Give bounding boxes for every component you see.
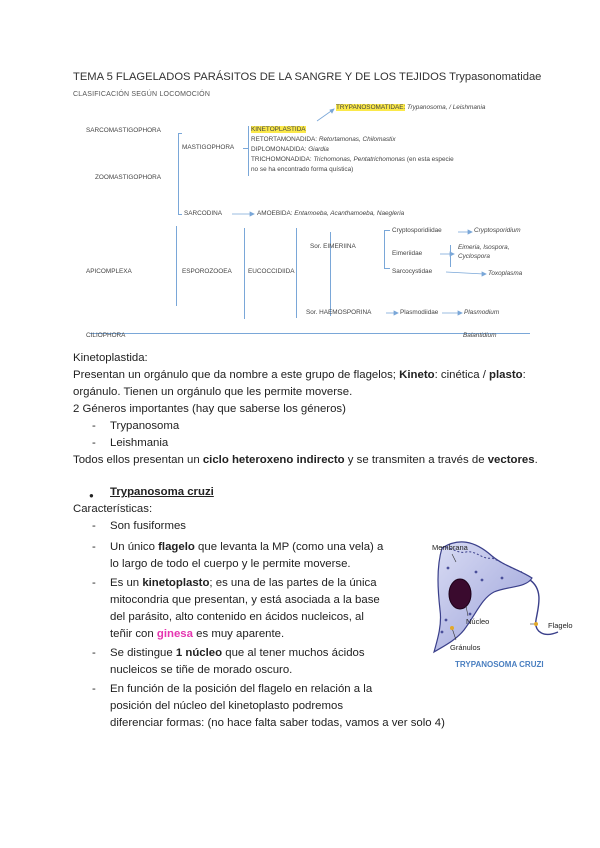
label-eucoccidiida: EUCOCCIDIIDA [248,268,295,275]
char-kinetoplasto: Es un kinetoplasto; es una de las partes de la única [110,577,377,589]
label-eimeriidae: Eimeriidae [392,250,423,257]
label-toxoplasma: Toxoplasma [488,270,523,277]
paragraph-1: Presentan un orgánulo que da nombre a este grupo de flagelos; Kineto: cinética / plasto: [73,369,526,381]
page-title: TEMA 5 FLAGELADOS PARÁSITOS DE LA SANGRE Y DE LOS TEJIDOS Trypasonomatidae [73,71,542,83]
figure-caption: TRYPANOSOMA CRUZI [455,660,544,669]
char-kinetoplasto-line3: del parásito, alto contenido en ácidos nucleicos, al [110,611,364,623]
label-plasmodiidae: Plasmodiidae [400,309,439,316]
label-diplomonadida: DIPLOMONADIDA: Giardia [251,146,329,153]
char-kinetoplasto-line2: mitocondria que presentan, y está asociada a la base [110,594,380,606]
nucleus-shape [449,579,471,609]
char-kinetoplasto-line4: teñir con ginesa es muy aparente. [110,628,285,640]
dash-bullet: - [92,541,96,553]
figure-label-nucleo: Núcleo [466,617,490,626]
char-flagelo-line2: lo largo de todo el cuerpo y le permite moverse. [110,558,351,570]
label-mastigophora: MASTIGOPHORA [182,144,235,151]
label-eimeriidae-genera: Eimeria, Isospora, [458,244,510,251]
dash-bullet: - [92,647,96,659]
diagram-subtitle: CLASIFICACIÓN SEGÚN LOCOMOCIÓN [73,91,211,98]
label-sor-haemosporina: Sor. HAEMOSPORINA [306,309,372,316]
label-apicomplexa: APICOMPLEXA [86,268,132,275]
figure-label-flagelo: Flagelo [548,621,573,630]
label-sarcocystidae: Sarcocystidae [392,268,433,275]
label-amoebida: AMOEBIDA: Entamoeba, Acanthamoeba, Naegleria [257,210,405,217]
label-trypanosomatidae: TRYPANOSOMATIDAE: Trypanosoma, / Leishmania [336,104,486,111]
label-sarcodina: SARCODINA [184,210,222,217]
label-retortamonadida: RETORTAMONADIDA: Retortamonas, Chilomastix [251,136,396,143]
generos-heading: 2 Géneros importantes (hay que saberse los géneros) [73,403,346,415]
label-cyclospora: Cyclospora [458,253,490,260]
label-ciliophora: CILIOPHORA [86,332,126,339]
tcruzi-heading: Trypanosoma cruzi [110,486,214,498]
granulos-marker [450,626,454,630]
dash-bullet: - [92,437,96,449]
label-trichomonadida: TRICHOMONADIDA: Trichomonas, Pentatrichomonas (en esta especie [251,156,454,163]
char-formas-line3: diferenciar formas: (no hace falta saber todas, vamos a ver solo 4) [110,717,445,729]
figure-label-granulos: Gránulos [450,643,481,652]
label-zoomastigophora: ZOOMASTIGOPHORA [95,174,162,181]
char-fusiformes: Son fusiformes [110,520,186,532]
kinetoplastida-heading: Kinetoplastida: [73,352,148,364]
ciclo-paragraph: Todos ellos presentan un ciclo heteroxeno indirecto y se transmiten a través de vectores. [73,454,538,466]
char-formas-line2: posición del núcleo del kinetoplasto podremos [110,700,344,712]
figure-label-membrana: Membrana [432,543,468,552]
dash-bullet: - [92,420,96,432]
genus-leishmania: Leishmania [110,437,169,449]
label-balantidium: Balantidium [463,332,497,339]
label-kinetoplastida: KINETOPLASTIDA [251,126,306,133]
label-esporozoea: ESPOROZOOEA [182,268,232,275]
label-cryptosporidium: Cryptosporidium [474,227,521,234]
label-sarcomastigophora: SARCOMASTIGOPHORA [86,127,161,134]
char-formas: En función de la posición del flagelo en relación a la [110,683,373,695]
genus-trypanosoma: Trypanosoma [110,420,180,432]
dash-bullet: - [92,577,96,589]
char-flagelo: Un único flagelo que levanta la MP (como una vela) a [110,541,384,553]
label-sor-eimeriina: Sor. EIMERIINA [310,243,356,250]
paragraph-1-line2: orgánulo. Tienen un orgánulo que les permite moverse. [73,386,353,398]
label-trichomonadida-note: no se ha encontrado forma quística) [251,166,354,173]
flagelo-marker [534,622,538,626]
dash-bullet: - [92,683,96,695]
char-nucleo-line2: nucleicos se tiñe de morado oscuro. [110,664,293,676]
label-plasmodium: Plasmodium [464,309,500,316]
label-cryptosporidiidae: Cryptosporidiidae [392,227,442,234]
caracteristicas-label: Características: [73,503,153,515]
bullet-icon: ● [89,491,94,500]
char-nucleo: Se distingue 1 núcleo que al tener muchos ácidos [110,647,365,659]
dash-bullet: - [92,520,96,532]
